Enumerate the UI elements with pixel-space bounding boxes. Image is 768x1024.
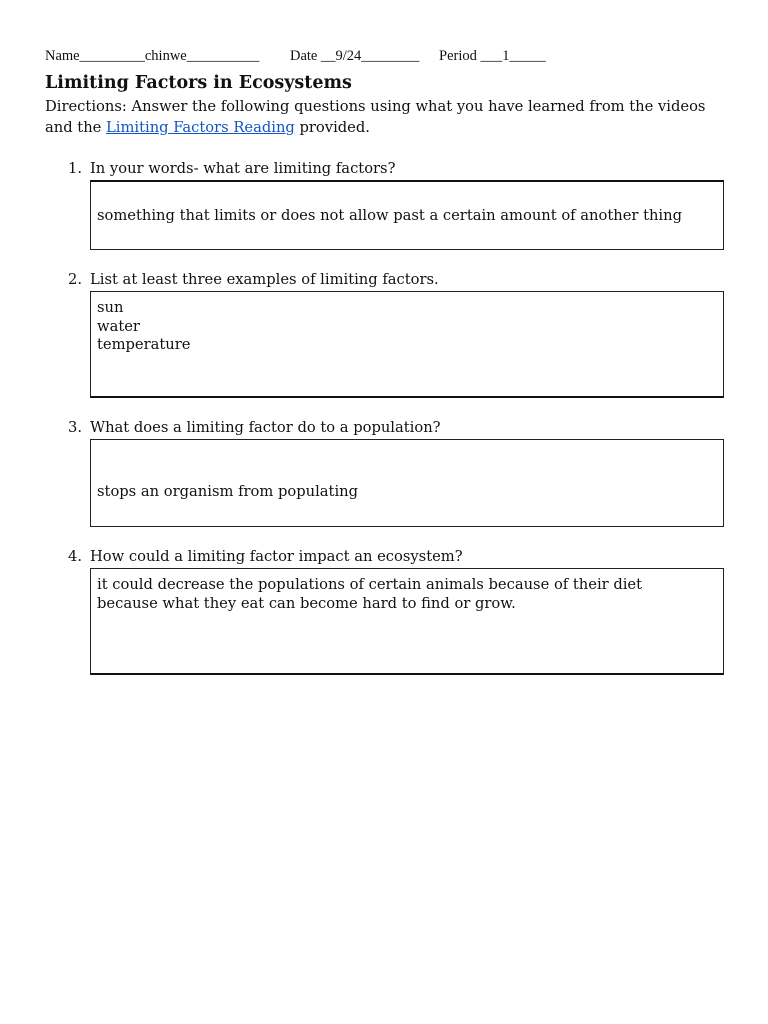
question-prompt: What does a limiting factor do to a population?	[90, 419, 441, 436]
answer-line: something that limits or does not allow past a certain amount of another thing	[97, 207, 682, 224]
answer-box[interactable]	[90, 568, 724, 675]
answer-line: temperature	[97, 336, 191, 353]
directions-outro: provided.	[294, 119, 370, 136]
directions-text	[45, 96, 735, 138]
question-label	[68, 547, 463, 566]
student-info-line	[45, 47, 725, 67]
question-number: 3.	[68, 419, 83, 436]
question-label	[68, 270, 439, 289]
question-prompt: How could a limiting factor impact an ecosystem?	[90, 548, 463, 565]
answer-line: stops an organism from populating	[97, 483, 359, 500]
question-label	[68, 418, 441, 437]
question-label	[68, 159, 395, 178]
question-prompt: In your words- what are limiting factors?	[90, 160, 396, 177]
name-field: Name_________chinwe__________	[45, 48, 260, 64]
date-field: Date __9/24________	[290, 48, 420, 64]
period-field: Period ___1_____	[439, 48, 546, 64]
question-number: 4.	[68, 548, 83, 565]
page-title: Limiting Factors in Ecosystems	[45, 73, 352, 93]
answer-line: water	[97, 317, 140, 335]
answer-line: because what they eat can become hard to find or grow.	[97, 594, 516, 612]
answer-box[interactable]	[90, 180, 724, 250]
question-number: 2.	[68, 271, 83, 288]
question-prompt: List at least three examples of limiting factors.	[90, 271, 439, 288]
answer-line: it could decrease the populations of certain animals because of their diet	[97, 576, 643, 593]
question-number: 1.	[68, 160, 83, 177]
answer-box[interactable]	[90, 439, 724, 527]
answer-line: sun	[97, 299, 124, 316]
limiting-factors-reading-link[interactable]: Limiting Factors Reading	[106, 119, 295, 136]
answer-box[interactable]	[90, 291, 724, 398]
directions-intro: Directions: Answer the following questions using what you have learned from the videos and the	[45, 98, 706, 136]
